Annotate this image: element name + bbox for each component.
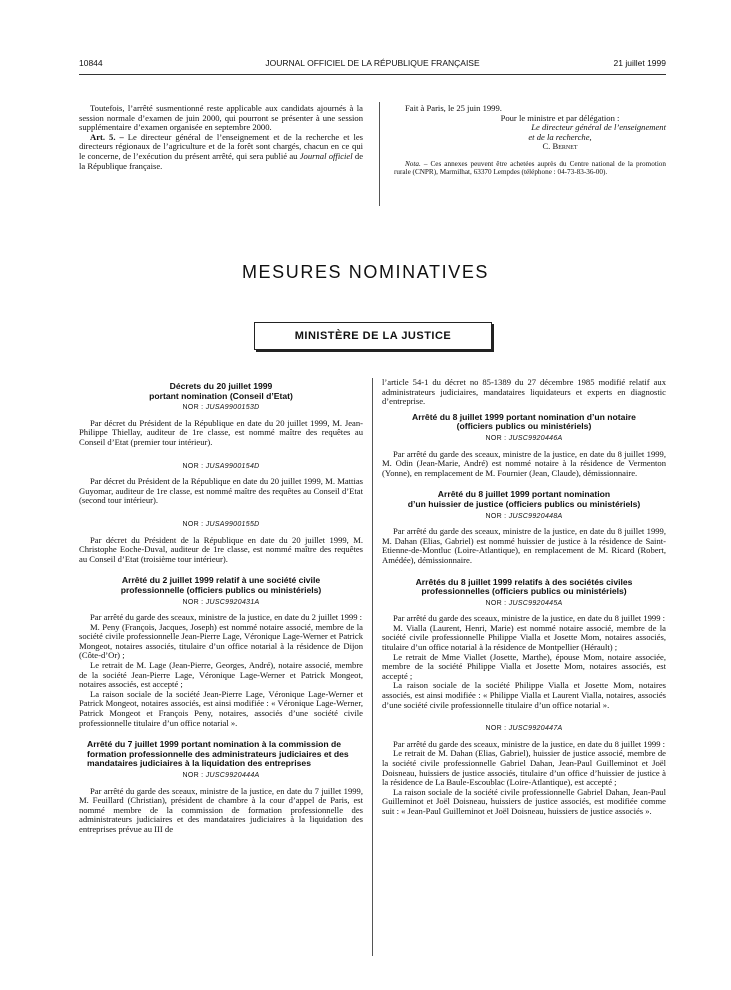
signature-block bbox=[394, 114, 666, 152]
column-divider-top bbox=[379, 102, 380, 206]
heading-line: professionnelles (officiers publics ou ministériels) bbox=[421, 586, 627, 597]
nor-code: JUSC9920447A bbox=[508, 725, 563, 733]
nor-label: NOR : bbox=[485, 512, 507, 520]
heading-decrets bbox=[79, 382, 363, 401]
heading-line: Arrêté du 8 juillet 1999 portant nomination bbox=[437, 489, 611, 500]
paragraph: Toutefois, l’arrêté susmentionné reste applicable aux candidats ajournés à la session normale d’examen de juin 2000, qui pourront se présenter à une session supplémentaire d’examen organisée en septembre 2000. bbox=[79, 103, 363, 133]
heading-line: portant nomination (Conseil d’Etat) bbox=[149, 390, 293, 401]
nor-reference bbox=[79, 771, 363, 781]
arrete-text: Par arrêté du garde des sceaux, ministre de la justice, en date du 7 juillet 1999, M. Feuillard (Christian), président de chambre à la cour d’appel de Paris, est nommé membre de la commission de formation professionnelle des administrateurs judiciaires et des mandataires judiciaires à la liquidation des entreprises prévue au III de bbox=[79, 785, 363, 834]
journal-title: JOURNAL OFFICIEL DE LA RÉPUBLIQUE FRANÇAISE bbox=[265, 58, 480, 68]
arrete-text: Par arrêté du garde des sceaux, ministre de la justice, en date du 8 juillet 1999 : bbox=[393, 738, 666, 749]
nor-code: JUSC9920448A bbox=[508, 512, 563, 520]
left-column bbox=[79, 382, 363, 835]
previous-text-left bbox=[79, 104, 363, 171]
nor-code: JUSC9920446A bbox=[508, 434, 563, 442]
nor-label: NOR : bbox=[182, 462, 204, 470]
arrete-text: Le retrait de M. Dahan (Elias, Gabriel), huissier de justice associé, membre de la société civile professionnelle Gabriel Dahan, Jean-Paul Guilleminot et Joël Doisneau, huissiers de justice associés, titulaire d’un office d’huissier de justice à la résidence de La Baule-Escoublac (Loire-Atlantique), est accepté ; bbox=[382, 748, 666, 788]
arrete-text: M. Peny (François, Jacques, Joseph) est nommé notaire associé, membre de la société civile professionnelle Jean-Pierre Lage, Véronique Lage-Werner et Patrick Mongeot, notaires associés, titulaire d’un office notarial à la résidence de Dijon (Côte-d’Or) ; bbox=[79, 621, 363, 661]
page-number: 10844 bbox=[79, 58, 103, 68]
continuation-text: l’article 54-1 du décret no 85-1389 du 27 décembre 1985 modifié relatif aux administrateurs judiciaires, mandataires liquidateurs et experts en diagnostic d’entreprise. bbox=[382, 377, 666, 407]
nor-label: NOR : bbox=[485, 725, 507, 733]
arrete-text: Par arrêté du garde des sceaux, ministre de la justice, en date du 8 juillet 1999 : bbox=[393, 613, 666, 624]
nota-label: Nota. bbox=[405, 159, 421, 168]
heading-arrete-2-juillet bbox=[79, 576, 363, 595]
nor-label: NOR : bbox=[182, 598, 204, 606]
arrete-text: Par arrêté du garde des sceaux, ministre de la justice, en date du 8 juillet 1999, M. Dahan (Elias, Gabriel) est nommé huissier de justice à la résidence de Saint-Etienne-de-Montluc (Loire-Atlantique), en remplacement de M. Ricard (Robert, Amédée), démissionnaire. bbox=[382, 526, 666, 565]
page-header bbox=[79, 58, 666, 72]
heading-arrete-notaire bbox=[382, 413, 666, 432]
arrete-text: Le retrait de M. Lage (Jean-Pierre, Georges, André), notaire associé, membre de la société Jean-Pierre Lage, Véronique Lage-Werner et Patrick Mongeot, notaires associés, est accepté ; bbox=[79, 660, 363, 690]
signatory-name: C. Bernet bbox=[542, 141, 578, 152]
column-divider bbox=[372, 378, 373, 956]
arrete-text: Par arrêté du garde des sceaux, ministre de la justice, en date du 8 juillet 1999, M. Odin (Jean-Marie, André) est nommé notaire à la résidence de Vermenton (Yonne), en remplacement de M. Fournier (Jean, Claude), démissionnaire. bbox=[382, 448, 666, 478]
nota bbox=[394, 160, 666, 177]
nor-reference bbox=[79, 598, 363, 608]
section-title: MESURES NOMINATIVES bbox=[241, 262, 490, 282]
heading-line: Décrets du 20 juillet 1999 bbox=[169, 381, 273, 391]
journal-officiel-ref: Journal officiel bbox=[299, 150, 353, 161]
delegation-line: Pour le ministre et par délégation : bbox=[500, 112, 620, 123]
ministry-box bbox=[254, 322, 492, 350]
arrete-text: La raison sociale de la société Jean-Pierre Lage, Véronique Lage-Werner et Patrick Mongeot, notaires associés, est ainsi modifiée : « Véronique Lage-Werner, Patrick Mongeot et François Peny, notaires, associés d’une société civile professionnelle titulaire d’un office notarial ». bbox=[79, 688, 363, 728]
nor-label: NOR : bbox=[182, 404, 204, 412]
nor-label: NOR : bbox=[485, 599, 507, 607]
nor-reference bbox=[382, 599, 666, 609]
article-5-text: Le directeur général de l’enseignement et de la recherche et les directeurs régionaux de l’agriculture et de la forêt sont chargés, chacun en ce qui le concerne, de l’exécution du présent arrêté, qui sera publié au bbox=[79, 131, 364, 161]
fait-a-paris: Fait à Paris, le 25 juin 1999. bbox=[405, 103, 502, 113]
arrete-text: Par arrêté du garde des sceaux, ministre de la justice, en date du 2 juillet 1999 : bbox=[90, 612, 363, 623]
nor-code: JUSA9900154D bbox=[205, 462, 260, 470]
heading-line: professionnelle (officiers publics ou ministériels) bbox=[120, 584, 322, 595]
decree-text: Par décret du Président de la République en date du 20 juillet 1999, M. Mattias Guyomar, auditeur de 1re classe, est nommé maître des requêtes au Conseil d’Etat (second tour intérieur). bbox=[79, 476, 363, 506]
article-5 bbox=[79, 133, 363, 171]
right-column bbox=[382, 378, 666, 817]
article-5-label: Art. 5. – bbox=[90, 131, 124, 142]
arrete-text: M. Vialla (Laurent, Henri, Marie) est nommé notaire associé, membre de la société civile professionnelle Philippe Vialla et Josette Mom, notaires associés, titulaire d’un office notarial à la résidence de Montpellier (Hérault) ; bbox=[382, 622, 666, 653]
heading-line: Arrêté du 2 juillet 1999 relatif à une société civile bbox=[121, 575, 321, 586]
signatory-title-1: Le directeur général de l’enseignement bbox=[531, 122, 666, 133]
nor-label: NOR : bbox=[485, 434, 507, 442]
nor-reference bbox=[79, 403, 363, 413]
nor-code: JUSA9900153D bbox=[205, 404, 260, 412]
previous-text-right bbox=[394, 104, 666, 177]
heading-line: (officiers publics ou ministériels) bbox=[456, 421, 592, 432]
nor-reference bbox=[79, 520, 363, 530]
article-5-end: de la République française. bbox=[79, 150, 364, 171]
heading-line: d’un huissier de justice (officiers publics ou ministériels) bbox=[407, 498, 641, 509]
nota-text: – Ces annexes peuvent être achetées auprès du Centre national de la promotion rurale (CNPR), Marmilhat, 63370 Lempdes (téléphone : 04-73-83-36-00). bbox=[394, 159, 666, 177]
heading-arretes-societes bbox=[382, 578, 666, 597]
heading-arrete-huissier bbox=[382, 490, 666, 509]
heading-arrete-7-juillet: Arrêté du 7 juillet 1999 portant nomination à la commission de formation professionnelle des administrateurs judiciaires et des mandataires judiciaires à la liquidation des entreprises bbox=[87, 739, 349, 769]
signatory-title-2: et de la recherche, bbox=[528, 131, 592, 142]
nor-reference bbox=[382, 434, 666, 444]
issue-date: 21 juillet 1999 bbox=[613, 58, 666, 68]
nor-reference bbox=[382, 724, 666, 734]
header-rule bbox=[79, 74, 666, 75]
nor-reference bbox=[382, 512, 666, 522]
decree-text: Par décret du Président de la République en date du 20 juillet 1999, M. Christophe Eoche-Duval, auditeur de 1re classe, est nommé maître des requêtes au Conseil d’Etat (troisième tour intérieur). bbox=[79, 534, 363, 564]
arrete-text: La raison sociale de la société Philippe Vialla et Josette Mom, notaires associés, est ainsi modifiée : « Philippe Vialla et Laurent Vialla, notaires, associés d’une société civile professionnelle titulaire d’un office notarial ». bbox=[382, 680, 666, 710]
heading-line: Arrêtés du 8 juillet 1999 relatifs à des sociétés civiles bbox=[415, 576, 633, 587]
arrete-text: Le retrait de Mme Viallet (Josette, Marthe), épouse Mom, notaire associée, membre de la société Philippe Vialla et Josette Mom, notaires associés, est accepté ; bbox=[382, 651, 666, 681]
ministry-title: MINISTÈRE DE LA JUSTICE bbox=[294, 330, 452, 342]
nor-code: JUSA9900155D bbox=[205, 520, 260, 528]
decree-text: Par décret du Président de la République en date du 20 juillet 1999, M. Jean-Philippe Thiellay, auditeur de 1re classe, est nommé maître des requêtes au Conseil d’Etat (premier tour intérieur). bbox=[79, 417, 363, 447]
nor-code: JUSC9920431A bbox=[205, 598, 260, 606]
nor-reference bbox=[79, 462, 363, 472]
nor-code: JUSC9920445A bbox=[508, 599, 563, 607]
arrete-text: La raison sociale de la société civile professionnelle Gabriel Dahan, Jean-Paul Guilleminot et Joël Doisneau, huissiers de justice associés, est modifiée comme suit : « Jean-Paul Guilleminot et Joël Doisneau, huissiers de justice associés ». bbox=[382, 786, 666, 816]
nor-code: JUSC9920444A bbox=[205, 772, 260, 779]
nor-label: NOR : bbox=[182, 772, 204, 779]
heading-line: Arrêté du 8 juillet 1999 portant nomination d’un notaire bbox=[412, 411, 636, 422]
nor-label: NOR : bbox=[182, 520, 204, 528]
